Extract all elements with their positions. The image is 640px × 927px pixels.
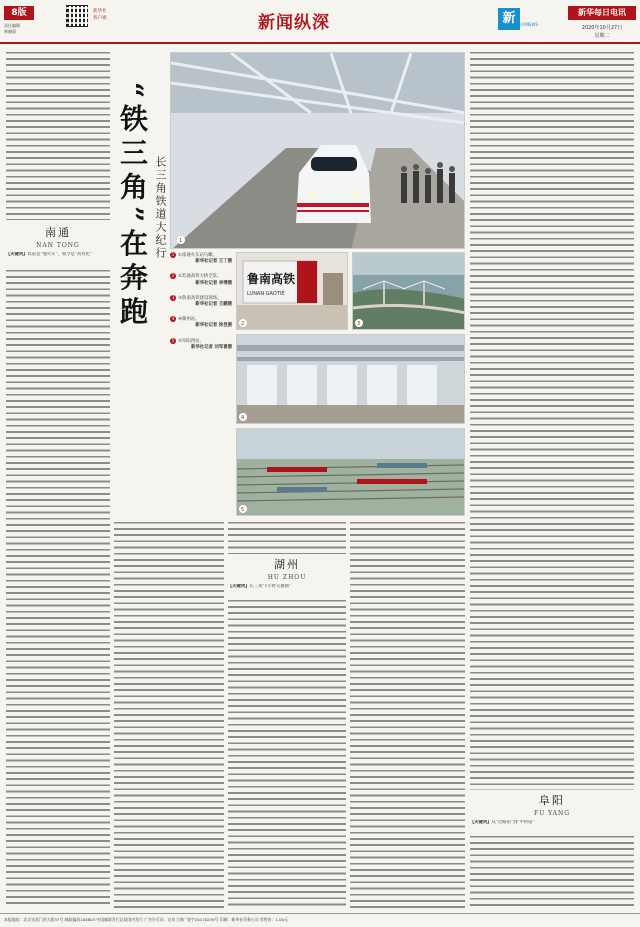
page-number-badge: 8版 (4, 6, 34, 20)
sign-text-en: LUNAN GAOTIE (247, 291, 285, 297)
city-pinyin: FU YANG (534, 810, 570, 817)
page-header (0, 0, 640, 44)
app-label-line2: 客户端 (93, 16, 107, 21)
news-logo: 新 (498, 8, 520, 30)
editor-name: 林晓蔚 (4, 29, 16, 34)
svg-text:5: 5 (241, 507, 245, 513)
caption-text: ①南通火车站鸟瞰。 (178, 253, 218, 258)
article-column-3b (228, 598, 346, 908)
feature-title: “铁三角”在奔跑 (116, 82, 149, 331)
sign-text: 鲁南高铁 (247, 272, 296, 286)
caption-number: 4 (171, 316, 175, 322)
city-name: 湖州 (274, 558, 300, 571)
note-label: 【关键词】 (228, 584, 250, 589)
caption-byline: 新华社记者 刘军喜摄 (190, 344, 232, 350)
article-column-1a (6, 50, 110, 220)
note-box-1 (6, 252, 110, 268)
app-label-line1: 新华社 (93, 9, 107, 14)
note-text: 从“过路站”到“中转站” (491, 820, 535, 825)
article-column-2 (114, 520, 224, 908)
note-text: 以前是“慢火车”，如今是“高铁化” (27, 252, 93, 257)
article-column-5b (470, 834, 634, 908)
caption-number: 2 (171, 273, 175, 279)
caption-text: ⑤阜阳西站。 (178, 338, 204, 344)
issue-date: 2020年10月27日 (581, 25, 623, 31)
rail-yard-illustration (237, 429, 465, 516)
note-label: 【关键词】 (470, 820, 492, 825)
city-heading-huzhou (228, 556, 346, 581)
qr-code-overlay (66, 5, 88, 27)
station-hall-illustration (237, 335, 465, 424)
bridge-illustration (353, 253, 465, 330)
section-title: 新闻纵深 (258, 13, 330, 33)
page-footer: 本报地址：北京宣武门西大街57号 邮政编码100803 中国邮政发行总局国内发行 广告许可证：京东工商广登字20170239号 印刷：新华社印务公司 零售价：1.00元 (0, 913, 640, 927)
caption-byline: 新华社记者 王鹏摄 (195, 302, 232, 308)
feature-subtitle: 长三角铁道大纪行 (154, 156, 167, 260)
article-column-1b (6, 268, 110, 908)
city-name: 南通 (45, 226, 71, 239)
note-label: 【关键词】 (6, 252, 28, 257)
city-name: 阜阳 (539, 794, 565, 807)
editor-label: 责任编辑 (4, 23, 20, 28)
svg-text:4: 4 (241, 415, 245, 421)
caption-number: 5 (171, 337, 175, 343)
caption-text: ②苏通高铁大桥全景。 (178, 274, 222, 280)
photo-train-station (170, 52, 465, 249)
caption-byline: 新华社记者 徐昱摄 (195, 323, 232, 329)
train-station-illustration (171, 53, 465, 249)
caption-number: 3 (171, 294, 175, 300)
news-logo-tag: 新华NEWS (518, 22, 539, 27)
svg-text:2: 2 (241, 321, 245, 327)
caption-byline: 新华社记者 李博摄 (195, 280, 232, 286)
article-column-5a (470, 50, 634, 790)
lunan-sign-illustration (237, 253, 348, 330)
note-text: 长三角“1小时交通圈” (249, 584, 291, 589)
note-box-2 (228, 584, 346, 598)
photo-station-hall (236, 334, 465, 424)
caption-text: ③鲁南高铁建设现场。 (178, 295, 222, 301)
article-column-3a (228, 520, 346, 554)
city-heading-fuyang (470, 792, 634, 817)
masthead: 新华每日电讯 (568, 6, 636, 20)
photo-lunan-sign (236, 252, 348, 330)
note-box-3 (470, 820, 634, 834)
issue-weekday: 星期二 (594, 33, 610, 39)
caption-text: ④湖州站。 (178, 317, 200, 323)
svg-text:3: 3 (357, 321, 361, 327)
caption-byline: 新华社记者 王丁摄 (195, 259, 232, 265)
city-pinyin: HU ZHOU (267, 574, 307, 581)
article-column-4 (350, 520, 465, 908)
caption-number: 1 (171, 252, 175, 257)
svg-text:1: 1 (179, 238, 183, 244)
photo-rail-yard (236, 428, 465, 516)
photo-bridge-aerial (352, 252, 465, 330)
caption-column (170, 252, 232, 502)
city-pinyin: NAN TONG (36, 242, 80, 249)
city-heading-nantong (6, 224, 110, 249)
